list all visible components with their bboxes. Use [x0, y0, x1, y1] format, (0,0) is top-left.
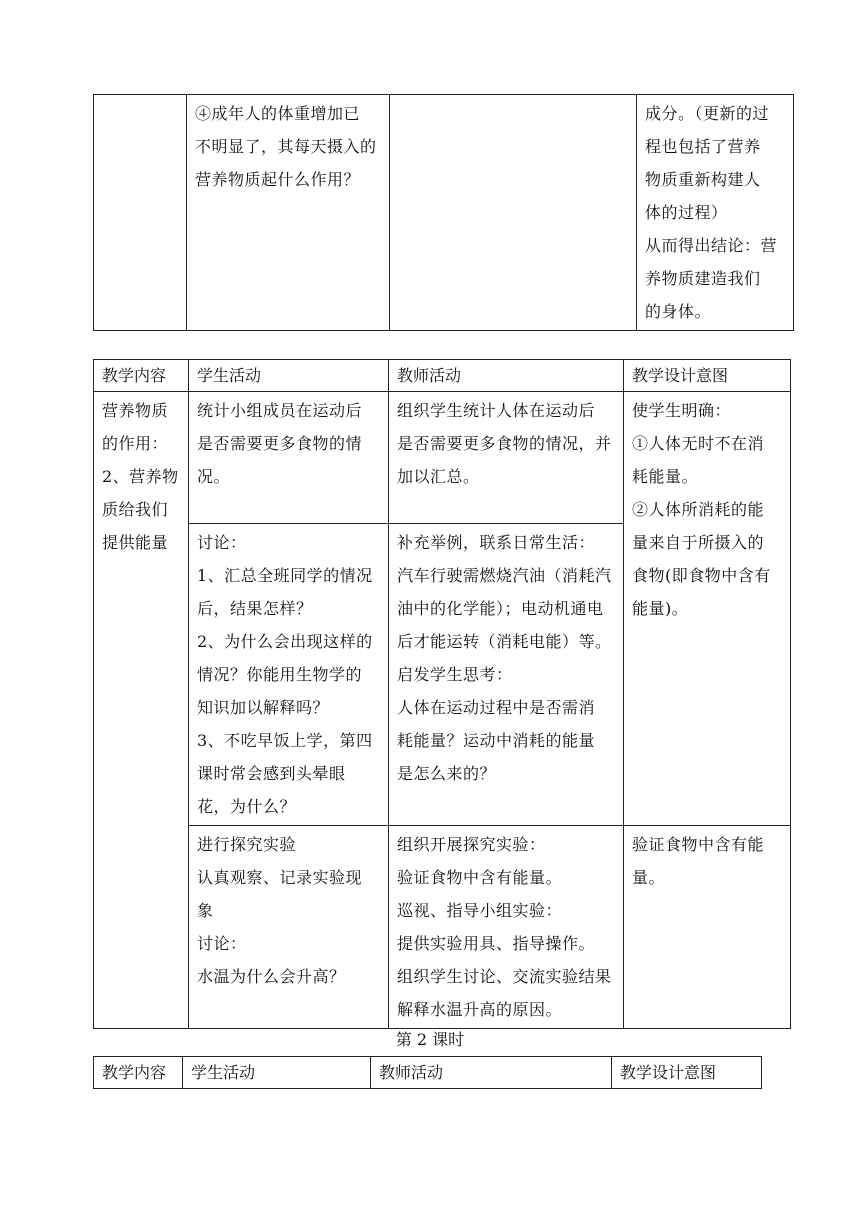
text-line: 情况？你能用生物学的	[197, 665, 363, 684]
lesson-period-caption: 第 2 课时	[395, 1030, 465, 1049]
table-header-row	[94, 360, 791, 392]
text-line: 2、为什么会出现这样的	[197, 632, 373, 651]
text-line: 3、不吃早饭上学，第四	[197, 731, 373, 750]
text-line: 后才能运转（消耗电能）等。	[397, 632, 612, 651]
text-line: 认真观察、记录实验现	[197, 868, 363, 887]
text-line: 讨论：	[197, 934, 247, 953]
text-line: 营养物质	[102, 401, 169, 420]
text-line: ②人体所消耗的能	[632, 500, 765, 519]
text-line: 解释水温升高的原因。	[397, 1000, 563, 1019]
header-student: 学生活动	[189, 360, 389, 392]
text-line: 花，为什么？	[197, 797, 297, 816]
text-line: 象	[197, 901, 214, 920]
text-line: 体的过程）	[645, 203, 728, 222]
text-line: 验证食物中含有能	[632, 835, 765, 854]
text-line: 统计小组成员在运动后	[197, 401, 363, 420]
text-line: 使学生明确：	[632, 401, 732, 420]
student-activity-cell	[187, 95, 390, 331]
text-line: 后，结果怎样？	[197, 599, 313, 618]
text-line: ①人体无时不在消	[632, 434, 765, 453]
text-line: 进行探究实验	[197, 835, 297, 854]
text-line: 补充举例，联系日常生活：	[397, 533, 596, 552]
continued-lesson-table	[93, 94, 794, 331]
design-intent-cell	[637, 95, 794, 331]
text-line: 物质重新构建人	[645, 170, 761, 189]
text-line: 1、汇总全班同学的情况	[197, 566, 373, 585]
text-line: 巡视、指导小组实验：	[397, 901, 563, 920]
text-line: 食物(即食物中含有	[632, 566, 771, 585]
table-row	[94, 392, 791, 524]
text-line: 课时常会感到头晕眼	[197, 764, 346, 783]
text-line: 的身体。	[645, 302, 712, 321]
text-line: 养物质建造我们	[645, 269, 761, 288]
student-activity-cell	[189, 524, 389, 826]
lesson-two-table	[93, 1056, 762, 1089]
text-line: 量。	[632, 868, 666, 887]
design-intent-cell	[624, 392, 791, 826]
text-line: 量来自于所摄入的	[632, 533, 765, 552]
text-line: 营养物质起什么作用？	[195, 170, 361, 189]
teacher-activity-cell	[389, 826, 624, 1029]
text-line: 是否需要更多食物的情况，并	[397, 434, 612, 453]
teacher-activity-cell	[389, 524, 624, 826]
energy-lesson-table	[93, 359, 791, 1029]
teacher-activity-cell	[390, 95, 637, 331]
header-intent: 教学设计意图	[624, 360, 791, 392]
text-line: 程也包括了营养	[645, 137, 761, 156]
header-content: 教学内容	[94, 360, 189, 392]
text-line: 水温为什么会升高？	[197, 967, 346, 986]
text-line: 组织学生统计人体在运动后	[397, 401, 596, 420]
text-line: 人体在运动过程中是否需消	[397, 698, 596, 717]
header-content: 教学内容	[94, 1057, 183, 1089]
text-line: 耗能量？运动中消耗的能量	[397, 731, 596, 750]
student-activity-cell	[189, 826, 389, 1029]
table-row	[94, 826, 791, 1029]
content-cell	[94, 392, 189, 1029]
header-intent: 教学设计意图	[612, 1057, 762, 1089]
text-line: 能量)。	[632, 599, 689, 618]
text-line: 知识加以解释吗？	[197, 698, 330, 717]
text-line: 油中的化学能）；电动机通电	[397, 599, 604, 618]
header-teacher: 教师活动	[371, 1057, 612, 1089]
student-activity-cell	[189, 392, 389, 524]
text-line: 况。	[197, 467, 231, 486]
text-line: 从而得出结论：营	[645, 236, 778, 255]
text-line: 耗能量。	[632, 467, 699, 486]
text-line: 汽车行驶需燃烧汽油（消耗汽	[397, 566, 612, 585]
header-student: 学生活动	[183, 1057, 371, 1089]
teacher-activity-cell	[389, 392, 624, 524]
header-teacher: 教师活动	[389, 360, 624, 392]
text-line: 质给我们	[102, 500, 169, 519]
text-line: 提供实验用具、指导操作。	[397, 934, 596, 953]
text-line: 组织学生讨论、交流实验结果	[397, 967, 612, 986]
text-line: 讨论：	[197, 533, 247, 552]
text-line: 不明显了，其每天摄入的	[195, 137, 377, 156]
text-line: 成分。（更新的过	[645, 104, 770, 123]
text-line: ④成年人的体重增加已	[195, 104, 361, 123]
text-line: 提供能量	[102, 533, 169, 552]
text-line: 的作用：	[102, 434, 169, 453]
text-line: 启发学生思考：	[397, 665, 513, 684]
text-line: 加以汇总。	[397, 467, 480, 486]
table-header-row	[94, 1057, 762, 1089]
text-line: 组织开展探究实验：	[397, 835, 546, 854]
text-line: 是怎么来的？	[397, 764, 497, 783]
text-line: 验证食物中含有能量。	[397, 868, 563, 887]
design-intent-cell	[624, 826, 791, 1029]
text-line: 2、营养物	[102, 467, 179, 486]
content-cell	[94, 95, 187, 331]
text-line: 是否需要更多食物的情	[197, 434, 363, 453]
